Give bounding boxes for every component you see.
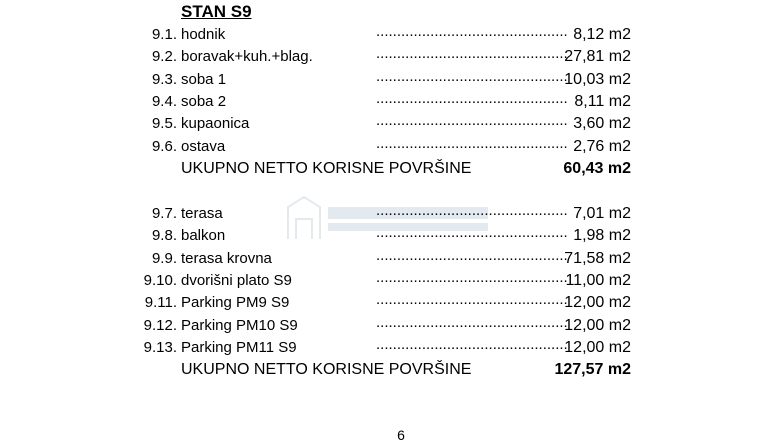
item-number: 9.4.	[151, 93, 177, 110]
item-number: 9.12.	[143, 317, 177, 334]
item-value: 10,03 m2	[564, 71, 631, 88]
dot-leader: ..............................................	[376, 314, 568, 331]
item-value: 7,01 m2	[573, 205, 631, 222]
item-value: 12,00 m2	[564, 294, 631, 311]
dot-leader: ..............................................	[376, 202, 568, 219]
item-value: 8,11 m2	[574, 93, 631, 110]
dot-leader: ..............................................	[376, 247, 568, 264]
dot-leader: ..............................................	[376, 135, 568, 152]
dot-leader: ..............................................	[376, 68, 568, 85]
item-label: dvorišni plato S9	[181, 272, 292, 289]
dot-leader: ..............................................	[376, 45, 568, 62]
item-number: 9.13.	[143, 339, 177, 356]
page-number: 6	[397, 427, 405, 443]
area-row	[0, 46, 774, 68]
item-value: 8,12 m2	[573, 26, 631, 43]
section-title: STAN S9	[181, 2, 252, 21]
item-number: 9.3.	[151, 71, 177, 88]
item-value: 27,81 m2	[564, 48, 631, 65]
item-value: 71,58 m2	[564, 250, 631, 267]
area-row	[0, 225, 774, 247]
item-label: Parking PM9 S9	[181, 294, 290, 311]
dot-leader: ..............................................	[376, 336, 568, 353]
total-label: UKUPNO NETTO KORISNE POVRŠINE	[181, 361, 472, 378]
item-label: soba 1	[181, 71, 227, 88]
item-number: 9.5.	[151, 115, 177, 132]
item-number: 9.9.	[151, 250, 177, 267]
dot-leader: ..............................................	[376, 23, 568, 40]
area-row	[0, 136, 774, 158]
item-label: Parking PM10 S9	[181, 317, 298, 334]
item-label: Parking PM11 S9	[181, 339, 297, 356]
item-label: hodnik	[181, 26, 226, 43]
total-row	[0, 158, 774, 180]
item-number: 9.8.	[151, 227, 177, 244]
item-label: terasa	[181, 205, 223, 222]
total-label: UKUPNO NETTO KORISNE POVRŠINE	[181, 160, 472, 177]
item-label: soba 2	[181, 93, 227, 110]
item-value: 3,60 m2	[573, 115, 631, 132]
item-value: 12,00 m2	[564, 317, 631, 334]
item-number: 9.1.	[151, 26, 177, 43]
item-label: balkon	[181, 227, 226, 244]
item-number: 9.10.	[143, 272, 177, 289]
total-row	[0, 359, 774, 381]
item-label: ostava	[181, 138, 226, 155]
dot-leader: ..............................................	[376, 90, 568, 107]
item-value: 2,76 m2	[573, 138, 631, 155]
area-row	[0, 113, 774, 135]
area-row	[0, 337, 774, 359]
item-number: 9.7.	[151, 205, 177, 222]
item-label: kupaonica	[181, 115, 250, 132]
total-value: 127,57 m2	[554, 361, 631, 378]
item-value: 12,00 m2	[564, 339, 631, 356]
area-row	[0, 292, 774, 314]
dot-leader: ..............................................	[376, 224, 568, 241]
item-number: 9.11.	[144, 294, 177, 311]
total-value: 60,43 m2	[563, 160, 631, 177]
dot-leader: ..............................................	[376, 269, 568, 286]
item-value: 11,00 m2	[565, 272, 631, 289]
item-label: boravak+kuh.+blag.	[181, 48, 313, 65]
dot-leader: ..............................................	[376, 112, 568, 129]
item-value: 1,98 m2	[573, 227, 631, 244]
item-label: terasa krovna	[181, 250, 272, 267]
dot-leader: ..............................................	[376, 291, 568, 308]
item-number: 9.6.	[151, 138, 177, 155]
item-number: 9.2.	[151, 48, 177, 65]
